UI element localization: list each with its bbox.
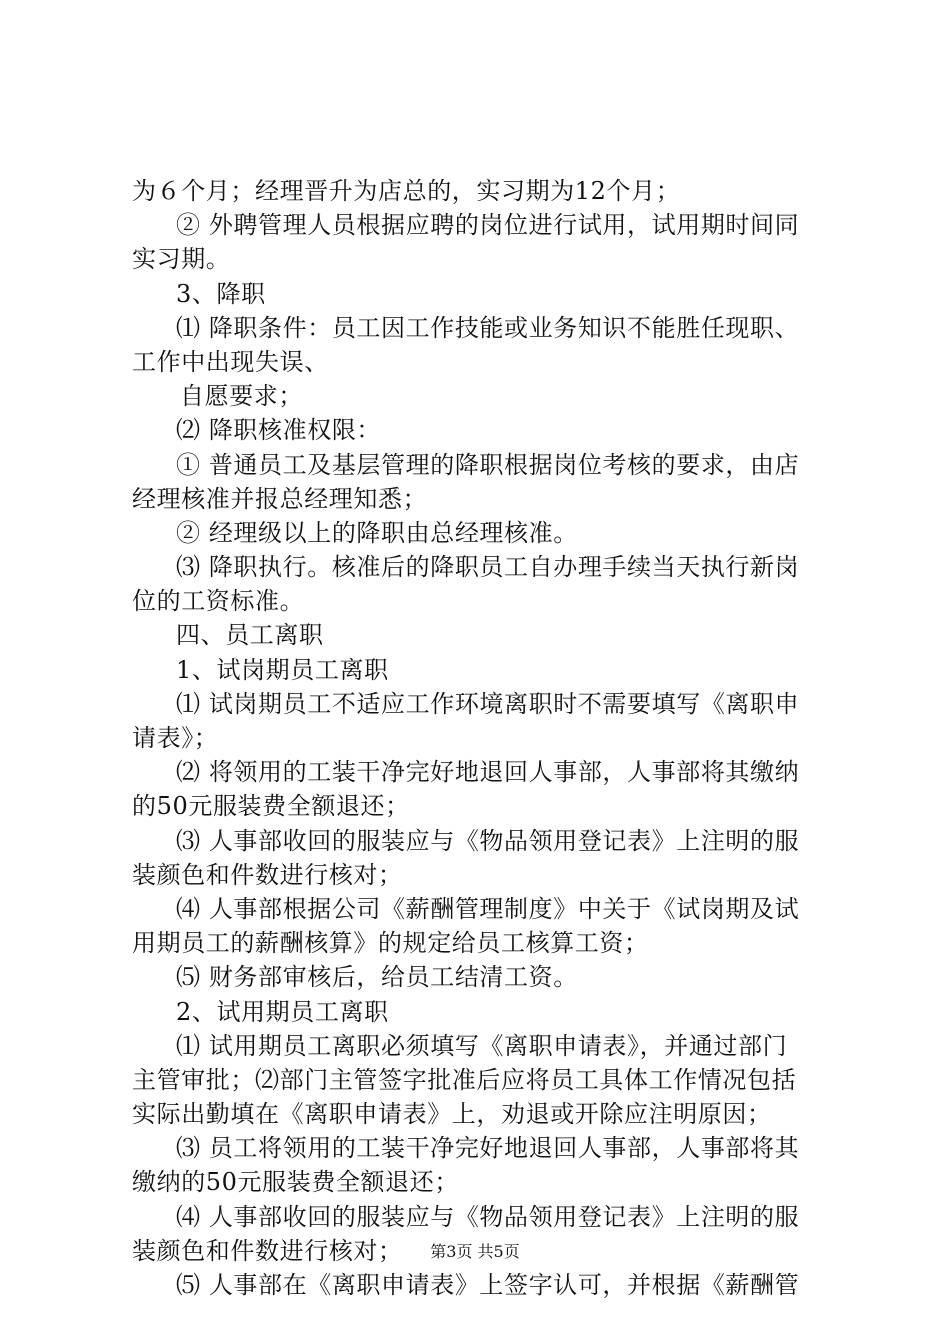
page-footer <box>0 1242 950 1262</box>
text-line: 装颜色和件数进行核对； <box>132 1236 403 1265</box>
text-line: ⑴ 降职条件：员工因工作技能或业务知识不能胜任现职、 <box>176 313 800 342</box>
text-line: 2、试用期员工离职 <box>176 997 389 1026</box>
text-line: 位的工资标准。 <box>132 587 305 616</box>
text-line: 请表》； <box>132 724 219 752</box>
page-number-indicator: 第3页 共5页 <box>430 1242 520 1261</box>
text-line: 为６个月；经理晋升为店总的，实习期为12个月； <box>132 177 681 205</box>
text-line: 主管审批；⑵部门主管签字批准后应将员工具体工作情况包括 <box>132 1065 797 1094</box>
text-line: ⑶ 降职执行。核准后的降职员工自办理手续当天执行新岗 <box>176 553 800 582</box>
text-line: ⑸ 人事部在《离职申请表》上签字认可，并根据《薪酬管 <box>176 1271 800 1299</box>
text-line: ⑸ 财务部审核后，给员工结清工资。 <box>176 963 578 992</box>
text-line: 自愿要求； <box>180 382 303 411</box>
text-line: 工作中出现失误、 <box>132 347 329 376</box>
text-line: ② 经理级以上的降职由总经理核准。 <box>176 518 578 547</box>
text-line: ⑷ 人事部收回的服装应与《物品领用登记表》上注明的服 <box>176 1202 800 1231</box>
text-line: 1、试岗期员工离职 <box>176 655 389 684</box>
text-line: ⑷ 人事部根据公司《薪酬管理制度》中关于《试岗期及试 <box>176 894 800 923</box>
text-line: 经理核准并报总经理知悉； <box>132 484 428 513</box>
text-line: 四、员工离职 <box>176 621 324 650</box>
text-line: 的50元服装费全额退还； <box>132 792 410 821</box>
text-line: 实际出勤填在《离职申请表》上，劝退或开除应注明原因； <box>132 1100 772 1129</box>
text-line: 3、降职 <box>176 279 266 308</box>
text-line: ⑴ 试用期员工离职必须填写《离职申请表》，并通过部门 <box>176 1031 788 1060</box>
document-body <box>132 174 832 1302</box>
text-line: 缴纳的50元服装费全额退还； <box>132 1168 459 1197</box>
text-line: 实习期。 <box>132 245 231 274</box>
text-line: ⑵ 降职核准权限： <box>176 416 382 445</box>
text-line: ⑶ 人事部收回的服装应与《物品领用登记表》上注明的服 <box>176 826 800 855</box>
text-line: ⑵ 将领用的工装干净完好地退回人事部，人事部将其缴纳 <box>176 758 800 787</box>
text-line: ⑶ 员工将领用的工装干净完好地退回人事部，人事部将其 <box>176 1134 800 1163</box>
text-line: ⑴ 试岗期员工不适应工作环境离职时不需要填写《离职申 <box>176 689 800 718</box>
text-line: 装颜色和件数进行核对； <box>132 860 403 889</box>
text-line: ② 外聘管理人员根据应聘的岗位进行试用，试用期时间同 <box>176 211 800 240</box>
text-line: ① 普通员工及基层管理的降职根据岗位考核的要求，由店 <box>176 450 800 479</box>
text-line: 用期员工的薪酬核算》的规定给员工核算工资； <box>132 929 649 958</box>
